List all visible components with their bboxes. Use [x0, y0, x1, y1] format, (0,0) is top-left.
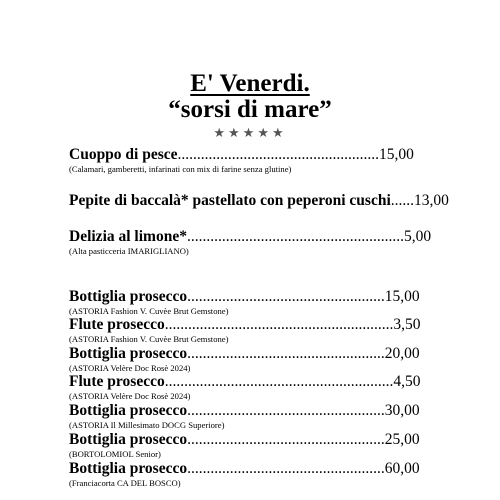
menu-item-name: Pepite di baccalà* pastellato con peperoni cuschi: [69, 192, 391, 209]
menu-item-note: (ASTORIA Velère Doc Rosè 2024): [69, 363, 191, 373]
menu-item-line: [69, 402, 420, 420]
menu-item-price: 60,00: [384, 460, 420, 477]
menu-item-name: Bottiglia prosecco: [69, 402, 188, 419]
menu-item-flute-1: [69, 316, 420, 344]
leader-dots: ...................................................: [187, 402, 385, 419]
leader-dots: ...................................................: [187, 460, 385, 477]
menu-item-note: (Alta pasticceria IMARIGLIANO): [69, 246, 189, 256]
leader-dots: ...................................................: [187, 431, 385, 448]
menu-item-bottiglia-1: [69, 288, 420, 316]
menu-item-note: (ASTORIA Velère Doc Rosè 2024): [69, 391, 191, 401]
leader-dots: ......: [390, 192, 415, 209]
star-rating-icon: ★★★★★: [213, 126, 287, 141]
menu-item-note: (ASTORIA Fashion V. Cuvèe Brut Gemstone): [69, 334, 229, 344]
menu-item-note: (ASTORIA Fashion V. Cuvèe Brut Gemstone): [69, 306, 229, 316]
menu-item-price: 20,00: [384, 345, 420, 362]
menu-item-line: [69, 316, 420, 334]
menu-item-name: Bottiglia prosecco: [69, 460, 188, 477]
menu-item-bottiglia-5: [69, 460, 420, 488]
menu-item-price: 15,00: [384, 288, 420, 305]
menu-item-bottiglia-3: [69, 402, 420, 430]
menu-item-price: 5,00: [403, 228, 432, 245]
menu-item-cuoppo: [69, 146, 414, 174]
menu-item-delizia: [69, 228, 431, 256]
menu-item-line: [69, 345, 420, 363]
menu-item-price: 15,00: [379, 146, 414, 163]
menu-item-line: [69, 431, 420, 449]
page-subtitle: “sorsi di mare”: [168, 96, 332, 123]
page-title: E' Venerdi.: [190, 70, 310, 97]
menu-item-pepite: [69, 192, 449, 210]
menu-item-line: [69, 460, 420, 478]
menu-item-line: [69, 228, 431, 246]
menu-item-name: Bottiglia prosecco: [69, 431, 188, 448]
leader-dots: ...........................................................: [164, 373, 394, 390]
menu-item-bottiglia-4: [69, 431, 420, 459]
menu-item-price: 25,00: [384, 431, 420, 448]
menu-item-flute-2: [69, 373, 420, 401]
leader-dots: ...........................................................: [164, 316, 394, 333]
menu-item-line: [69, 146, 414, 164]
menu-item-name: Bottiglia prosecco: [69, 288, 188, 305]
menu-item-name: Flute prosecco: [69, 373, 165, 390]
menu-item-name: Cuoppo di pesce: [69, 146, 178, 163]
menu-item-price: 4,50: [393, 373, 421, 390]
menu-item-bottiglia-2: [69, 345, 420, 373]
menu-item-note: (Calamari, gamberetti, infarinati con mix di farine senza glutine): [69, 164, 292, 174]
menu-item-name: Flute prosecco: [69, 316, 165, 333]
leader-dots: ...................................................: [187, 345, 385, 362]
menu-item-price: 30,00: [384, 402, 420, 419]
menu-item-line: [69, 192, 449, 210]
menu-item-name: Bottiglia prosecco: [69, 345, 188, 362]
menu-item-price: 13,00: [414, 192, 449, 209]
menu-item-note: (BORTOLOMIOL Senior): [69, 449, 161, 459]
leader-dots: ...................................................: [187, 288, 385, 305]
leader-dots: ........................................................: [186, 228, 404, 245]
menu-item-name: Delizia al limone*: [69, 228, 187, 245]
menu-item-note: (ASTORIA Il Millesimato DOCG Superiore): [69, 420, 225, 430]
menu-item-note: (Franciacorta CA DEL BOSCO): [69, 478, 181, 488]
menu-item-line: [69, 373, 420, 391]
menu-item-price: 3,50: [393, 316, 421, 333]
leader-dots: ....................................................: [177, 146, 380, 163]
menu-item-line: [69, 288, 420, 306]
